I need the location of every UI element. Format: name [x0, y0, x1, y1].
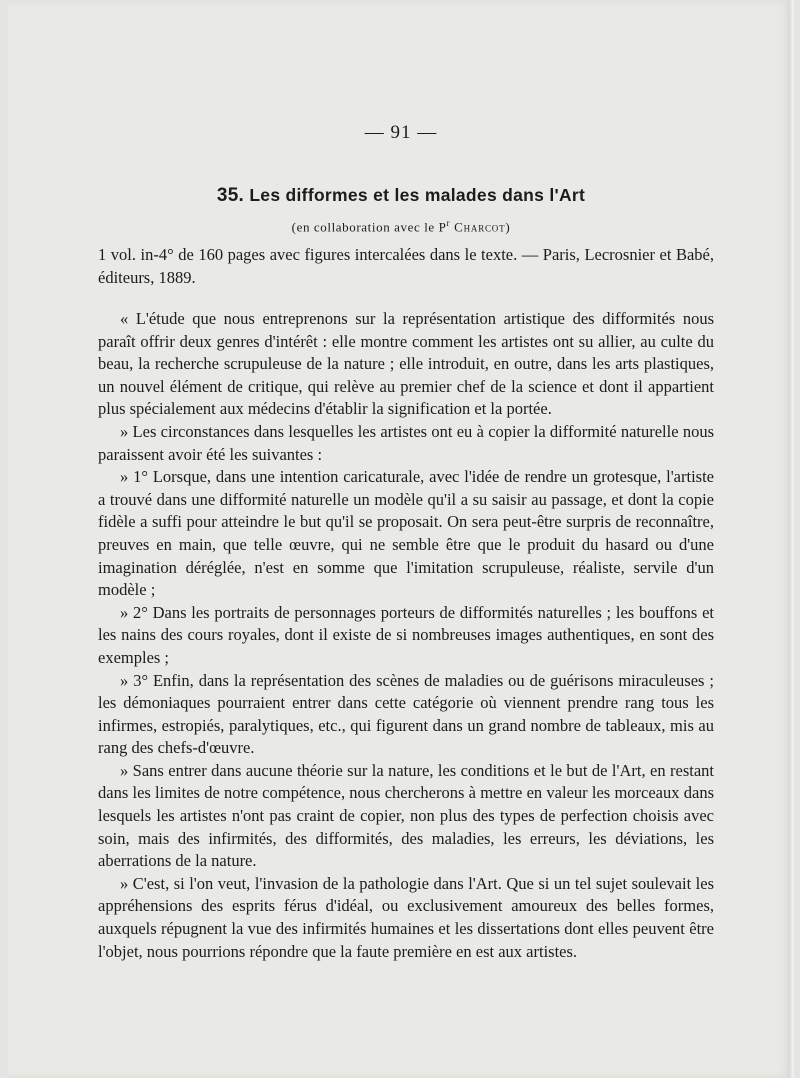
collaboration-superscript: r — [446, 218, 451, 228]
collaboration-suffix: ) — [505, 219, 511, 235]
collaborator-name: Charcot — [450, 219, 506, 235]
paragraph-6: » Sans entrer dans aucune théorie sur la nature, les conditions et le but de l'Art, en restant dans les limites de notre compétence, nous chercherons à mettre en valeur les morceaux dans lesquels les artistes n'ont pas craint de copier, non plus des types de perfection choisis avec soin, mais des infirmités, des difformités, des maladies, les erreurs, les déviations, les aberrations de la nature. — [98, 760, 714, 871]
body-text — [98, 308, 714, 963]
collaboration-prefix: (en collaboration avec le P — [291, 219, 447, 235]
section-title: Les difformes et les malades dans l'Art — [244, 185, 586, 205]
paragraph-3: » 1° Lorsque, dans une intention caricaturale, avec l'idée de rendre un grotesque, l'artiste a trouvé dans une difformité naturelle un modèle qu'il a su saisir au passage, et dont la copie fidèle a suffi pour atteindre le but qu'il se proposait. On sera peut-être surpris de reconnaître, preuves en main, que telle œuvre, qui ne semble être que le produit du hasard ou d'une imagination déréglée, n'est en somme que l'imitation scrupuleuse, réaliste, servile d'un modèle ; — [98, 467, 714, 600]
paragraph-7: » C'est, si l'on veut, l'invasion de la pathologie dans l'Art. Que si un tel sujet soulevait les appréhensions des esprits férus d'idéal, ou exclusivement amoureux des belles formes, auxquels répugnent la vue des infirmités humaines et les dissertations dont elles peuvent être l'objet, nous pourrions répondre que la faute première en est aux artistes. — [98, 873, 714, 961]
page-edge-shadow — [788, 0, 794, 1078]
book-page — [8, 0, 794, 1078]
paragraph-2: » Les circonstances dans lesquelles les artistes ont eu à copier la difformité naturelle nous paraissent avoir été les suivantes : — [98, 421, 714, 464]
collaboration-note — [8, 218, 794, 235]
paragraph-1: « L'étude que nous entreprenons sur la représentation artistique des difformités nous paraît offrir deux genres d'intérêt : elle montre comment les artistes ont su allier, au culte du beau, la recherche scrupuleuse de la nature ; elle introduit, en outre, dans les arts plastiques, un nouvel élément de critique, qui relève au premier chef de la science et dont il appartient plus spécialement aux médecins d'établir la signification et la portée. — [98, 309, 714, 419]
section-heading — [8, 185, 794, 207]
bibliography-text: 1 vol. in-4° de 160 pages avec figures intercalées dans le texte. — Paris, Lecrosnier et Babé, éditeurs, 1889. — [98, 245, 714, 287]
bibliographic-note — [98, 244, 714, 289]
page-number: — 91 — — [364, 122, 438, 143]
paragraph-4: » 2° Dans les portraits de personnages porteurs de difformités naturelles ; les bouffons et les nains des cours royales, dont il existe de si nombreuses images authentiques, en sont des exemples ; — [98, 602, 714, 667]
section-number: 35. — [216, 185, 245, 206]
paragraph-5: » 3° Enfin, dans la représentation des scènes de maladies ou de guérisons miraculeuses ; les démoniaques pourraient entrer dans cette catégorie où viennent prendre rang tous les infirmes, estropiés, paralytiques, etc., qui figurent dans un grand nombre de tableaux, mis au rang des chefs-d'œuvre. — [98, 670, 714, 758]
